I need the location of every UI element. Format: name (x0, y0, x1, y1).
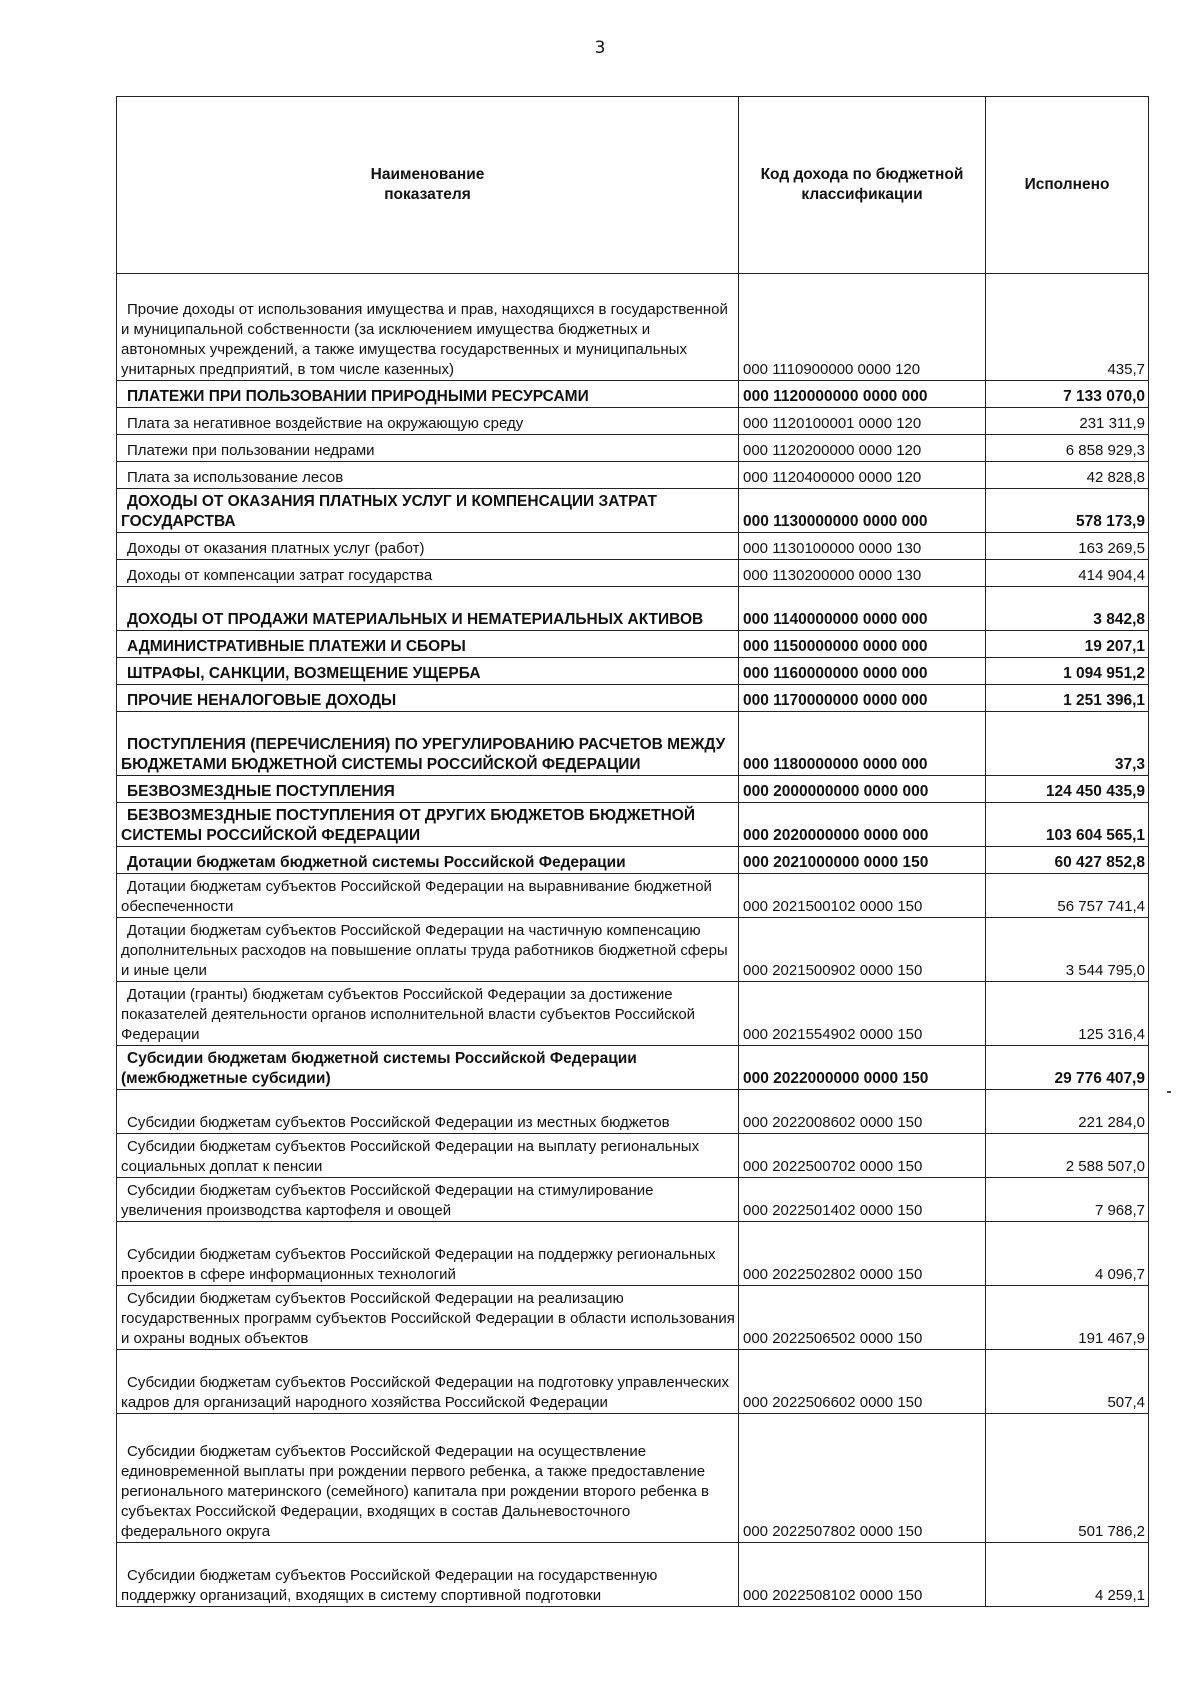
row-name: АДМИНИСТРАТИВНЫЕ ПЛАТЕЖИ И СБОРЫ (117, 631, 739, 658)
row-name: Субсидии бюджетам субъектов Российской Федерации на стимулирование увеличения производства картофеля и овощей (117, 1178, 739, 1222)
page-number: 3 (594, 38, 606, 58)
table-row (117, 1414, 1149, 1543)
row-code: 000 1120000000 0000 000 (739, 381, 986, 408)
row-code: 000 2022507802 0000 150 (739, 1414, 986, 1543)
row-value: 578 173,9 (986, 489, 1149, 533)
row-value: 1 094 951,2 (986, 658, 1149, 685)
row-name: БЕЗВОЗМЕЗДНЫЕ ПОСТУПЛЕНИЯ ОТ ДРУГИХ БЮДЖЕТОВ БЮДЖЕТНОЙ СИСТЕМЫ РОССИЙСКОЙ ФЕДЕРАЦИИ (117, 803, 739, 847)
table-row (117, 533, 1149, 560)
row-code: 000 1120100001 0000 120 (739, 408, 986, 435)
row-code: 000 1150000000 0000 000 (739, 631, 986, 658)
row-code: 000 2022008602 0000 150 (739, 1090, 986, 1134)
row-value: 501 786,2 (986, 1414, 1149, 1543)
row-value: 56 757 741,4 (986, 874, 1149, 918)
header-value: Исполнено (986, 97, 1149, 274)
row-code: 000 2021500902 0000 150 (739, 918, 986, 982)
header-name: Наименование показателя (117, 97, 739, 274)
row-name: Плата за использование лесов (117, 462, 739, 489)
row-name: БЕЗВОЗМЕЗДНЫЕ ПОСТУПЛЕНИЯ (117, 776, 739, 803)
row-value: 29 776 407,9 (986, 1046, 1149, 1090)
row-name: Субсидии бюджетам субъектов Российской Федерации из местных бюджетов (117, 1090, 739, 1134)
row-code: 000 2022506502 0000 150 (739, 1286, 986, 1350)
row-name: Дотации бюджетам бюджетной системы Российской Федерации (117, 847, 739, 874)
income-table (116, 96, 1149, 1607)
row-name: Прочие доходы от использования имущества и прав, находящихся в государственной и муниципальной собственности (за исключением имущества бюджетных и автономных учреждений, а также имущества государственных и муниципальных унитарных предприятий, в том числе казенных) (117, 274, 739, 381)
table-row (117, 408, 1149, 435)
table-row (117, 1046, 1149, 1090)
row-name: Доходы от оказания платных услуг (работ) (117, 533, 739, 560)
row-code: 000 1120400000 0000 120 (739, 462, 986, 489)
table-row (117, 381, 1149, 408)
row-value: 6 858 929,3 (986, 435, 1149, 462)
row-code: 000 1160000000 0000 000 (739, 658, 986, 685)
row-name: Субсидии бюджетам бюджетной системы Российской Федерации (межбюджетные субсидии) (117, 1046, 739, 1090)
table-row (117, 1543, 1149, 1607)
table-row (117, 874, 1149, 918)
row-value: 42 828,8 (986, 462, 1149, 489)
row-value: 7 968,7 (986, 1178, 1149, 1222)
row-code: 000 1120200000 0000 120 (739, 435, 986, 462)
table-row (117, 462, 1149, 489)
row-name: Плата за негативное воздействие на окружающую среду (117, 408, 739, 435)
table-row (117, 803, 1149, 847)
row-name: Дотации (гранты) бюджетам субъектов Российской Федерации за достижение показателей деятельности органов исполнительной власти субъектов Российской Федерации (117, 982, 739, 1046)
table-row (117, 587, 1149, 631)
row-value: 163 269,5 (986, 533, 1149, 560)
row-code: 000 1180000000 0000 000 (739, 712, 986, 776)
row-name: Субсидии бюджетам субъектов Российской Федерации на государственную поддержку организаций, входящих в систему спортивной подготовки (117, 1543, 739, 1607)
row-value: 7 133 070,0 (986, 381, 1149, 408)
row-code: 000 2000000000 0000 000 (739, 776, 986, 803)
row-name: ПОСТУПЛЕНИЯ (ПЕРЕЧИСЛЕНИЯ) ПО УРЕГУЛИРОВАНИЮ РАСЧЕТОВ МЕЖДУ БЮДЖЕТАМИ БЮДЖЕТНОЙ СИСТЕМЫ РОССИЙСКОЙ ФЕДЕРАЦИИ (117, 712, 739, 776)
table-row (117, 685, 1149, 712)
row-code: 000 1140000000 0000 000 (739, 587, 986, 631)
row-value: 125 316,4 (986, 982, 1149, 1046)
row-value: 3 544 795,0 (986, 918, 1149, 982)
row-value: 103 604 565,1 (986, 803, 1149, 847)
row-name: Доходы от компенсации затрат государства (117, 560, 739, 587)
row-name: ШТРАФЫ, САНКЦИИ, ВОЗМЕЩЕНИЕ УЩЕРБА (117, 658, 739, 685)
row-name: Субсидии бюджетам субъектов Российской Федерации на поддержку региональных проектов в сфере информационных технологий (117, 1222, 739, 1286)
row-code: 000 2022502802 0000 150 (739, 1222, 986, 1286)
table-row (117, 1350, 1149, 1414)
row-value: 507,4 (986, 1350, 1149, 1414)
row-name: Платежи при пользовании недрами (117, 435, 739, 462)
row-name: ДОХОДЫ ОТ ОКАЗАНИЯ ПЛАТНЫХ УСЛУГ И КОМПЕНСАЦИИ ЗАТРАТ ГОСУДАРСТВА (117, 489, 739, 533)
row-value: 1 251 396,1 (986, 685, 1149, 712)
row-code: 000 2020000000 0000 000 (739, 803, 986, 847)
row-value: 4 259,1 (986, 1543, 1149, 1607)
table-row (117, 1178, 1149, 1222)
row-code: 000 2022500702 0000 150 (739, 1134, 986, 1178)
row-code: 000 2021500102 0000 150 (739, 874, 986, 918)
row-name: Субсидии бюджетам субъектов Российской Федерации на осуществление единовременной выплаты при рождении первого ребенка, а также предоставление регионального материнского (семейного) капитала при рождении второго ребенка в субъектах Российской Федерации, входящих в состав Дальневосточного федерального округа (117, 1414, 739, 1543)
row-name: ПЛАТЕЖИ ПРИ ПОЛЬЗОВАНИИ ПРИРОДНЫМИ РЕСУРСАМИ (117, 381, 739, 408)
table-row (117, 847, 1149, 874)
row-name: Субсидии бюджетам субъектов Российской Федерации на реализацию государственных программ субъектов Российской Федерации в области использования и охраны водных объектов (117, 1286, 739, 1350)
table-row (117, 918, 1149, 982)
row-code: 000 2022508102 0000 150 (739, 1543, 986, 1607)
row-code: 000 1130100000 0000 130 (739, 533, 986, 560)
row-value: 4 096,7 (986, 1222, 1149, 1286)
scan-speck (1167, 1091, 1171, 1093)
row-code: 000 1110900000 0000 120 (739, 274, 986, 381)
row-name: Субсидии бюджетам субъектов Российской Федерации на выплату региональных социальных доплат к пенсии (117, 1134, 739, 1178)
table-row (117, 712, 1149, 776)
row-value: 124 450 435,9 (986, 776, 1149, 803)
row-code: 000 2022501402 0000 150 (739, 1178, 986, 1222)
table-row (117, 776, 1149, 803)
row-value: 3 842,8 (986, 587, 1149, 631)
row-value: 221 284,0 (986, 1090, 1149, 1134)
row-name: Дотации бюджетам субъектов Российской Федерации на частичную компенсацию дополнительных расходов на повышение оплаты труда работников бюджетной сферы и иные цели (117, 918, 739, 982)
row-value: 37,3 (986, 712, 1149, 776)
table-row (117, 982, 1149, 1046)
table-row (117, 560, 1149, 587)
table-row (117, 1134, 1149, 1178)
table-row (117, 1286, 1149, 1350)
row-value: 60 427 852,8 (986, 847, 1149, 874)
row-value: 231 311,9 (986, 408, 1149, 435)
table-row (117, 631, 1149, 658)
row-name: Дотации бюджетам субъектов Российской Федерации на выравнивание бюджетной обеспеченности (117, 874, 739, 918)
row-code: 000 1170000000 0000 000 (739, 685, 986, 712)
row-code: 000 1130200000 0000 130 (739, 560, 986, 587)
row-value: 435,7 (986, 274, 1149, 381)
table-row (117, 274, 1149, 381)
row-name: Субсидии бюджетам субъектов Российской Федерации на подготовку управленческих кадров для организаций народного хозяйства Российской Федерации (117, 1350, 739, 1414)
table-row (117, 435, 1149, 462)
row-code: 000 2022000000 0000 150 (739, 1046, 986, 1090)
table-row (117, 1090, 1149, 1134)
row-value: 414 904,4 (986, 560, 1149, 587)
row-name: ДОХОДЫ ОТ ПРОДАЖИ МАТЕРИАЛЬНЫХ И НЕМАТЕРИАЛЬНЫХ АКТИВОВ (117, 587, 739, 631)
table-row (117, 489, 1149, 533)
row-code: 000 2022506602 0000 150 (739, 1350, 986, 1414)
row-value: 19 207,1 (986, 631, 1149, 658)
row-name: ПРОЧИЕ НЕНАЛОГОВЫЕ ДОХОДЫ (117, 685, 739, 712)
row-code: 000 2021554902 0000 150 (739, 982, 986, 1046)
header-code: Код дохода по бюджетной классификации (739, 97, 986, 274)
row-value: 2 588 507,0 (986, 1134, 1149, 1178)
table-row (117, 658, 1149, 685)
row-value: 191 467,9 (986, 1286, 1149, 1350)
row-code: 000 1130000000 0000 000 (739, 489, 986, 533)
row-code: 000 2021000000 0000 150 (739, 847, 986, 874)
table-header-row (117, 97, 1149, 274)
table-row (117, 1222, 1149, 1286)
